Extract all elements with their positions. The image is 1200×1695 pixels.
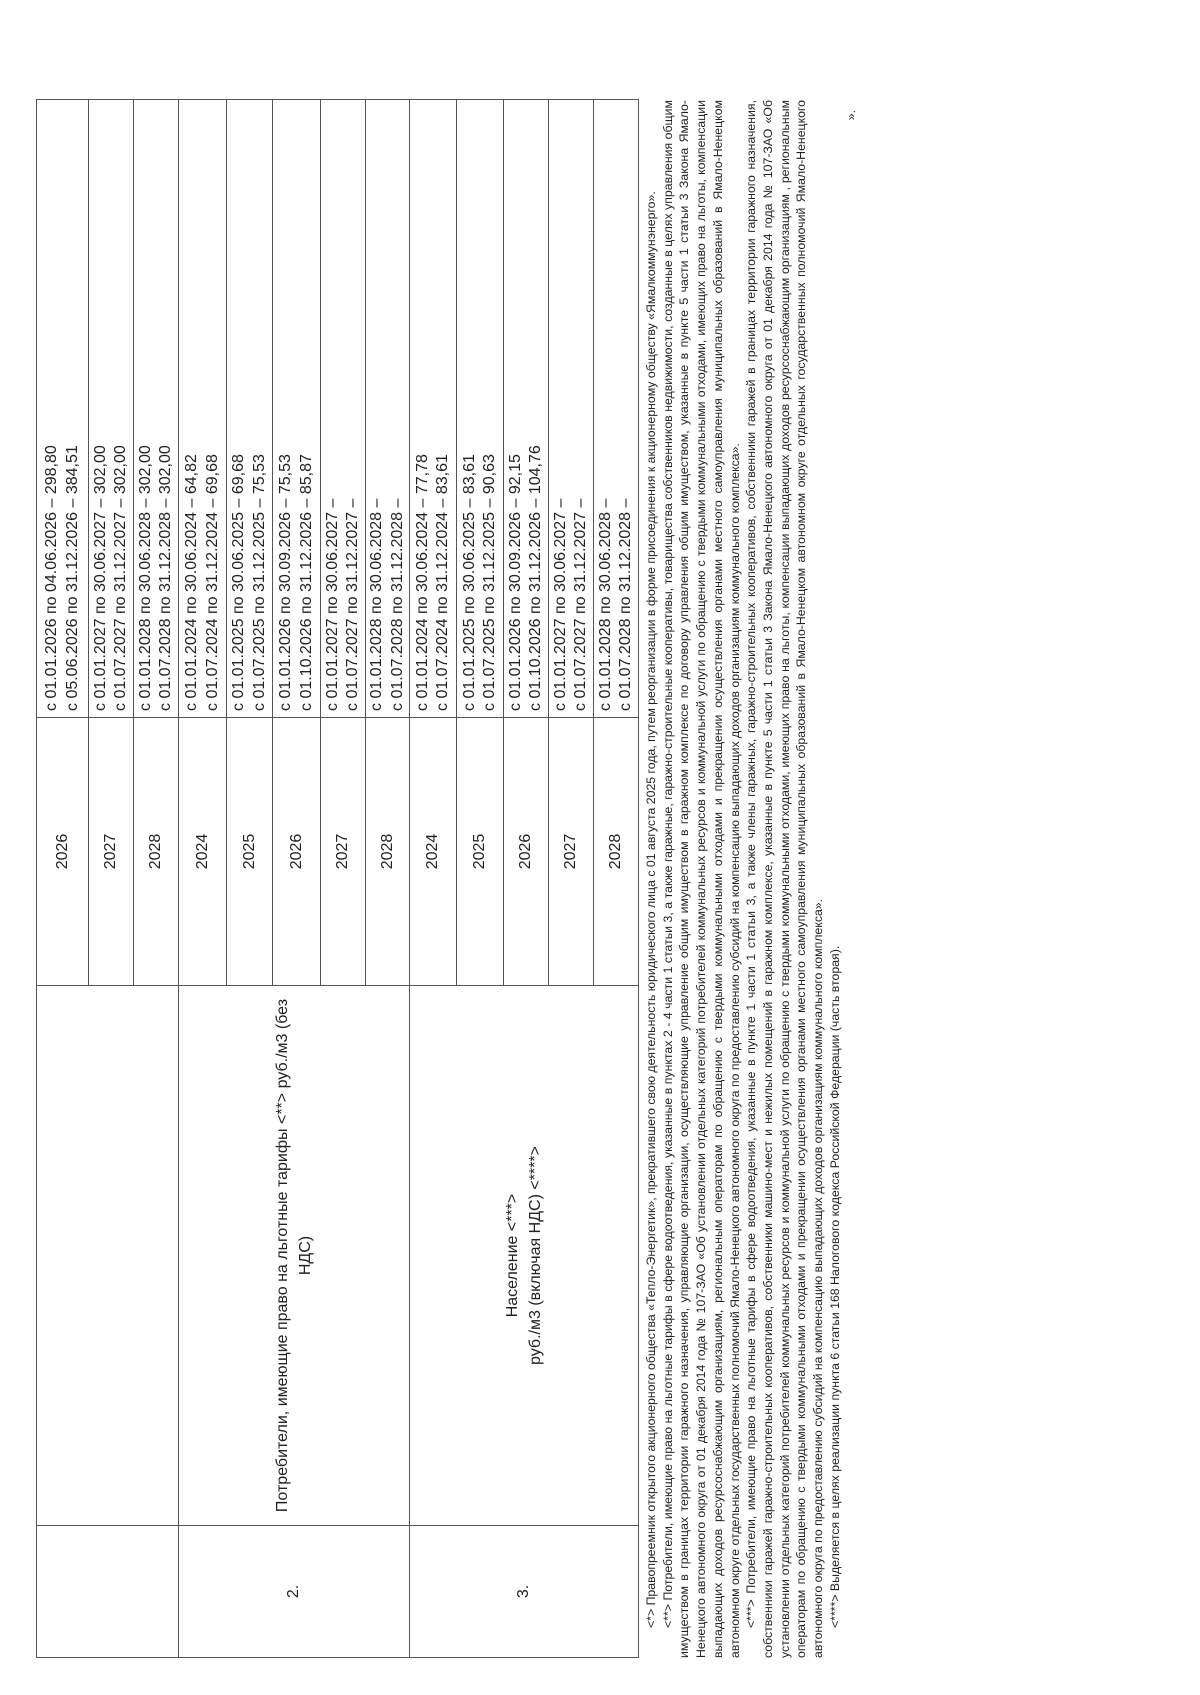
year-cell: 2028 (594, 718, 639, 986)
period-cell (366, 100, 410, 718)
footnote: <****> Выделяется в целях реализации пункта 6 статьи 168 Налогового кодекса Российской Федерации (часть вторая). (827, 945, 842, 1628)
year-cell: 2027 (549, 718, 594, 986)
period-line: с 01.10.2026 по 31.12.2026 – 85,87 (297, 454, 315, 711)
period-line: с 01.10.2026 по 31.12.2026 – 104,76 (527, 445, 544, 711)
period-line: с 01.01.2024 по 30.06.2024 – 64,82 (183, 454, 201, 711)
period-line: с 01.07.2024 по 31.12.2024 – 83,61 (434, 454, 451, 711)
year-cell: 2027 (321, 718, 366, 986)
period-cell (273, 100, 321, 718)
consumer-line: руб./м3 (включая НДС) <****> (527, 1146, 544, 1365)
footnote: <*> Правопреемник открытого акционерного общества «Тепло-Энергетик», прекратившего свою деятельность юридического лица с 01 августа 2025 года, путем реорганизации в форме присоединения к акционерному обществу «Ямалкоммунэнерго». (644, 191, 658, 1628)
period-line: с 01.01.2027 по 30.06.2027 – 302,00 (91, 445, 109, 711)
consumer-cell (410, 986, 639, 1526)
period-cell (321, 100, 366, 718)
consumer-cell (37, 986, 179, 1526)
period-line: с 01.01.2026 по 30.09.2026 – 75,53 (277, 454, 295, 711)
period-cell (549, 100, 594, 718)
period-line: с 01.07.2025 по 31.12.2025 – 90,63 (481, 454, 498, 711)
period-cell (37, 100, 89, 718)
period-line: с 01.01.2027 по 30.06.2027 – (323, 498, 341, 711)
year-cell: 2028 (134, 718, 179, 986)
period-line: с 01.07.2024 по 31.12.2024 – 69,68 (203, 454, 221, 711)
period-line: с 01.07.2028 по 31.12.2028 – 302,00 (157, 445, 174, 711)
footnote: <***> Потребители, имеющие право на льготные тарифы в сфере водоотведения, указанные в пункте 1 части 1 статьи 3, а также члены гаражных, гаражно-строительных кооперативов, собственники гаражей в границах территории гаражного назначения, собственники гаражей гаражно-строительных кооперативов, собственники машино-мест и нежилых помещений в гаражном комплексе, указанные в пункте 5 части 1 статьи 3 Закона Ямало-Ненецкого автономного округа от 01 декабря 2014 года № 107-ЗАО «Об установлении отдельных категорий потребителей коммунальных ресурсов и коммунальной услуги по обращению с твердыми коммунальными отходами, имеющих право на льготы, компенсации выпадающих доходов ресурсоснабжающим организациям , региональным операторам по обращению с твердыми коммунальными отходами и прекращении осуществления органами местного самоуправления муниципальных образований в Ямало-Ненецком автономном округе отдельных государственных полномочий Ямало-Ненецкого автономного округа по предоставлению субсидий на компенсацию выпадающих доходов организациям коммунального комплекса». (744, 100, 826, 1658)
period-line: с 01.01.2024 по 30.06.2024 – 77,78 (413, 454, 431, 711)
period-line: с 01.01.2026 по 30.09.2026 – 92,15 (506, 454, 524, 711)
year-cell: 2025 (457, 718, 504, 986)
period-line: с 01.07.2027 по 31.12.2027 – 302,00 (112, 445, 129, 711)
period-line: с 01.07.2027 по 31.12.2027 – (344, 498, 361, 711)
year-cell: 2028 (366, 718, 410, 986)
row-number-cell: 2. (179, 1526, 410, 1658)
period-line: с 01.07.2027 по 31.12.2027 – (572, 498, 589, 711)
period-line: с 05.06.2026 по 31.12.2026 – 384,51 (63, 445, 81, 711)
page-content (36, 100, 858, 1658)
period-cell (134, 100, 179, 718)
footnotes (643, 100, 844, 1658)
table-row (37, 100, 89, 1658)
period-line: с 01.01.2028 по 30.06.2028 – (368, 498, 386, 711)
consumer-line: Население <***> (503, 1193, 521, 1318)
period-cell (457, 100, 504, 718)
row-number-cell: 3. (410, 1526, 639, 1658)
period-cell (504, 100, 549, 718)
year-cell: 2027 (89, 718, 134, 986)
year-cell: 2024 (179, 718, 227, 986)
table-row (410, 100, 457, 1658)
year-cell: 2025 (227, 718, 273, 986)
year-cell: 2026 (37, 718, 89, 986)
year-cell: 2026 (273, 718, 321, 986)
year-cell: 2026 (504, 718, 549, 986)
period-cell (594, 100, 639, 718)
period-cell (89, 100, 134, 718)
period-line: с 01.01.2025 по 30.06.2025 – 83,61 (460, 454, 478, 711)
period-line: с 01.01.2025 по 30.06.2025 – 69,68 (230, 454, 248, 711)
period-line: с 01.01.2026 по 04.06.2026 – 298,80 (43, 445, 61, 711)
period-cell (410, 100, 457, 718)
period-line: с 01.01.2028 по 30.06.2028 – 302,00 (136, 445, 154, 711)
period-line: с 01.01.2028 по 30.06.2028 – (596, 498, 614, 711)
consumer-cell: Потребители, имеющие право на льготные тарифы <**> руб./м3 (без НДС) (179, 986, 410, 1526)
period-line: с 01.07.2028 по 31.12.2028 – (617, 498, 634, 711)
year-cell: 2024 (410, 718, 457, 986)
period-cell (179, 100, 227, 718)
period-line: с 01.01.2027 по 30.06.2027 – (551, 498, 569, 711)
period-line: с 01.07.2028 по 31.12.2028 – (388, 498, 406, 711)
closing-quote: ». (843, 110, 858, 121)
footnote: <**> Потребители, имеющие право на льготные тарифы в сфере водоотведения, указанные в пунктах 2 - 4 части 1 статьи 3, а также гаражные, гаражно-строительные кооперативы, товарищества собственников недвижимости, созданные в целях управления общим имуществом в границах территории гаражного назначения, управляющие организации, осуществляющие управление общим имуществом в гаражном комплексе по договору управления общим имуществом, указанные в пункте 5 части 1 статьи 3 Закона Ямало-Ненецкого автономного округа от 01 декабря 2014 года № 107-ЗАО «Об установлении отдельных категорий потребителей коммунальных ресурсов и коммунальной услуги по обращению с твердыми коммунальными отходами, имеющих право на льготы, компенсации выпадающих доходов ресурсоснабжающим организациям, региональным операторам по обращению с твердыми коммунальными отходами и прекращении осуществления органами местного самоуправления муниципальных образований в Ямало-Ненецком автономном округе отдельных государственных полномочий Ямало-Ненецкого автономного округа по предоставлению субсидий на компенсацию выпадающих доходов организациям коммунального комплекса». (660, 100, 742, 1658)
table-row (179, 100, 227, 1658)
period-cell (227, 100, 273, 718)
period-line: с 01.07.2025 по 31.12.2025 – 75,53 (250, 454, 268, 711)
row-number-cell (37, 1526, 179, 1658)
tariff-table (36, 99, 639, 1658)
